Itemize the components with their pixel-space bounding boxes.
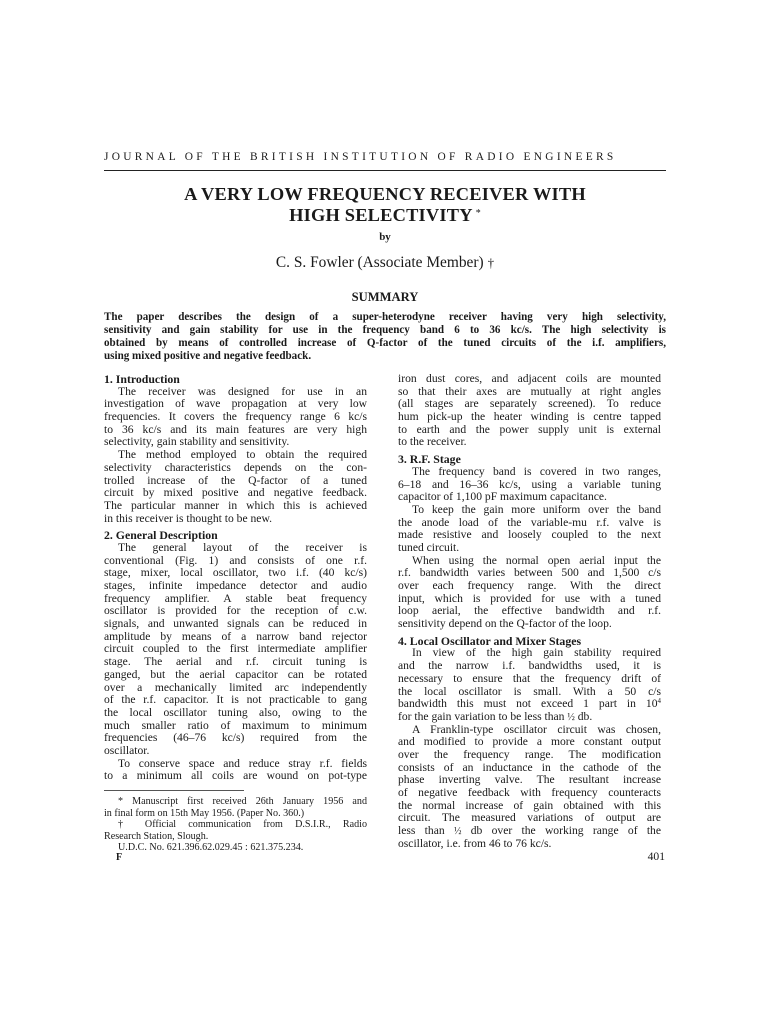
body-line: The frequency band is covered in two ranges, — [412, 464, 661, 478]
body-line: the local oscillator is small. With a 50 c/s — [398, 684, 661, 698]
summary-heading: SUMMARY — [351, 290, 419, 304]
signature-mark: F — [116, 852, 123, 863]
body-line: phase inverting valve. The resultant increase — [398, 773, 661, 787]
body-line: ganged, but the aerial capacitor can be rotated — [104, 667, 367, 681]
footnote-line: Research Station, Slough. — [104, 830, 209, 842]
body-line: oscillator, i.e. from 46 to 76 kc/s. — [398, 836, 552, 850]
body-line: A Franklin-type oscillator circuit was chosen, — [412, 722, 661, 736]
section-heading-rf-stage: 3. R.F. Stage — [398, 452, 461, 467]
body-line: sensitivity depend on the Q-factor of the loop. — [398, 617, 612, 631]
journal-header: JOURNAL OF THE BRITISH INSTITUTION OF RADIO ENGINEERS — [104, 151, 617, 163]
footnote-rule — [104, 790, 244, 791]
author-name: C. S. Fowler (Associate Member) — [275, 254, 484, 271]
footnotes — [104, 796, 367, 854]
body-line: The method employed to obtain the required — [118, 448, 367, 462]
body-line: over a mechanically limited arc independently — [104, 680, 367, 694]
body-line: necessary to ensure that the frequency drift of — [398, 671, 661, 685]
exponent: 4 — [657, 697, 661, 706]
body-line: of the r.f. capacitor. It is not practicable to gang — [104, 693, 367, 707]
body-line: capacitor of 1,100 pF maximum capacitance. — [398, 490, 607, 504]
section-heading-local-oscillator: 4. Local Oscillator and Mixer Stages — [398, 633, 582, 648]
body-line: signals, and unwanted signals can be reduced in — [104, 617, 367, 631]
body-line: tuned circuit. — [398, 540, 460, 554]
summary-line: sensitivity and gain stability for use in the frequency band 6 to 36 kc/s. The high selectivity is — [104, 324, 666, 336]
body-line: in this receiver is thought to be new. — [104, 511, 272, 525]
body-line: the anode load of the variable-mu r.f. valve is — [398, 515, 661, 529]
body-line: to a minimum all coils are wound on pot-type — [104, 769, 367, 783]
body-line: the local oscillator tuning also, owing to the — [104, 705, 367, 719]
body-line: to 36 kc/s and its main features are very high — [104, 422, 367, 436]
summary-line: using mixed positive and negative feedback. — [104, 350, 312, 362]
body-line: The receiver was designed for use in an — [118, 384, 367, 398]
body-line: conventional (Fig. 1) and consists of one r.f. — [104, 553, 367, 567]
body-line: 6–18 and 16–36 kc/s, using a variable tuning — [398, 477, 661, 491]
body-line: stages, infinite impedance detector and audio — [104, 579, 367, 592]
body-line: much smaller ratio of maximum to minimum — [104, 718, 367, 732]
body-text: db over the working range of the — [461, 824, 662, 838]
header-rule — [104, 170, 666, 171]
body-text: db. — [574, 709, 593, 723]
body-line: over each frequency range. With the direct — [398, 579, 661, 592]
body-line: To keep the gain more uniform over the band — [412, 502, 661, 516]
body-line: the normal increase of gain obtained with this — [398, 798, 661, 812]
body-line: frequencies. It covers the frequency range 6 kc/s — [104, 410, 367, 424]
body-line — [398, 711, 661, 724]
fraction-half: ½ — [453, 826, 462, 838]
body-line: stage. The aerial and r.f. circuit tuning is — [104, 655, 367, 669]
footnote-line: U.D.C. No. 621.396.62.029.45 : 621.375.234. — [118, 842, 304, 854]
body-line: When using the normal open aerial input the — [412, 553, 661, 567]
body-line: loop aerial, the effective bandwidth and r.f. — [398, 604, 661, 618]
body-line: The general layout of the receiver is — [118, 540, 367, 554]
summary-line: The paper describes the design of a super-heterodyne receiver having very high selectivity, — [104, 311, 666, 323]
footnote-line: in final form on 15th May 1956. (Paper No. 360.) — [104, 807, 305, 819]
body-line: so that their axes are mutually at right angles — [398, 384, 661, 398]
byline: by — [379, 231, 391, 243]
body-line: circuit by mixed positive and negative feedback. — [104, 486, 367, 500]
body-text: less than — [398, 824, 445, 838]
body-line: r.f. bandwidth varies between 500 and 1,500 c/s — [398, 566, 661, 580]
body-line: to the receiver. — [398, 435, 467, 449]
body-line: selectivity characteristics depends on the con- — [104, 460, 367, 474]
paper-title-text: HIGH SELECTIVITY — [289, 205, 473, 225]
body-line: To conserve space and reduce stray r.f. fields — [118, 756, 367, 770]
footnote-line: † Official communication from D.S.I.R., Radio — [118, 819, 367, 831]
body-line: oscillator. — [104, 743, 150, 757]
right-column — [398, 373, 661, 850]
body-line: amplitude by means of a narrow band rejector — [104, 629, 367, 643]
body-line: to earth and the power supply unit is external — [398, 422, 661, 436]
paper-title-line-2 — [104, 205, 666, 226]
body-text: bandwidth this must not exceed 1 part in 10 — [398, 697, 658, 711]
body-line: circuit. The measured variations of output are — [398, 811, 661, 825]
body-line: oscillator is provided for the reception of c.w. — [104, 604, 367, 618]
body-line: hum pick-up the heater winding is centre tapped — [398, 410, 661, 424]
body-line: (all stages are separately screened). To reduce — [398, 397, 661, 411]
body-line: In view of the high gain stability required — [412, 646, 661, 660]
body-line: made resistive and loosely coupled to the next — [398, 528, 661, 542]
body-line: The particular manner in which this is achieved — [104, 498, 367, 512]
paper-title-line-1: A VERY LOW FREQUENCY RECEIVER WITH — [184, 184, 586, 204]
body-line: circuit coupled to the first intermediate amplifier — [104, 642, 367, 656]
body-line: selectivity, gain stability and sensitivity. — [104, 435, 290, 449]
footnote-line: * Manuscript first received 26th January 1956 and — [118, 796, 367, 807]
fraction-half: ½ — [567, 711, 575, 723]
page-number: 401 — [647, 850, 665, 863]
body-line: stage, mixer, local oscillator, two i.f. (40 kc/s) — [104, 566, 367, 580]
body-line: consists of an inductance in the cathode of the — [398, 760, 661, 774]
author-footnote-mark: † — [487, 255, 495, 270]
body-line: investigation of wave propagation at very low — [104, 397, 367, 411]
body-line: of negative feedback with frequency counteracts — [398, 786, 661, 799]
body-line: frequency amplifier. A stable beat frequency — [104, 591, 367, 605]
section-heading-introduction: 1. Introduction — [104, 372, 180, 386]
body-line: trolled increase of the Q-factor of a tuned — [104, 473, 367, 487]
left-column — [104, 373, 367, 783]
body-line: iron dust cores, and adjacent coils are mounted — [398, 372, 661, 385]
body-line: input, which is provided for use with a tuned — [398, 591, 661, 605]
title-footnote-mark: * — [475, 208, 481, 219]
body-line: over the frequency range. The modification — [398, 747, 661, 761]
body-line: and the narrow i.f. bandwidths used, it is — [398, 659, 661, 673]
body-line: frequencies (46–76 kc/s) required from the — [104, 731, 367, 745]
body-line — [398, 825, 661, 838]
body-text: for the gain variation to be less than — [398, 709, 565, 723]
section-heading-general-description: 2. General Description — [104, 528, 218, 543]
author — [104, 254, 666, 272]
body-line: and modified to provide a more constant output — [398, 735, 661, 749]
summary-line: obtained by means of controlled increase of Q-factor of the tuned circuits of the i.f. amplifiers, — [104, 337, 666, 349]
